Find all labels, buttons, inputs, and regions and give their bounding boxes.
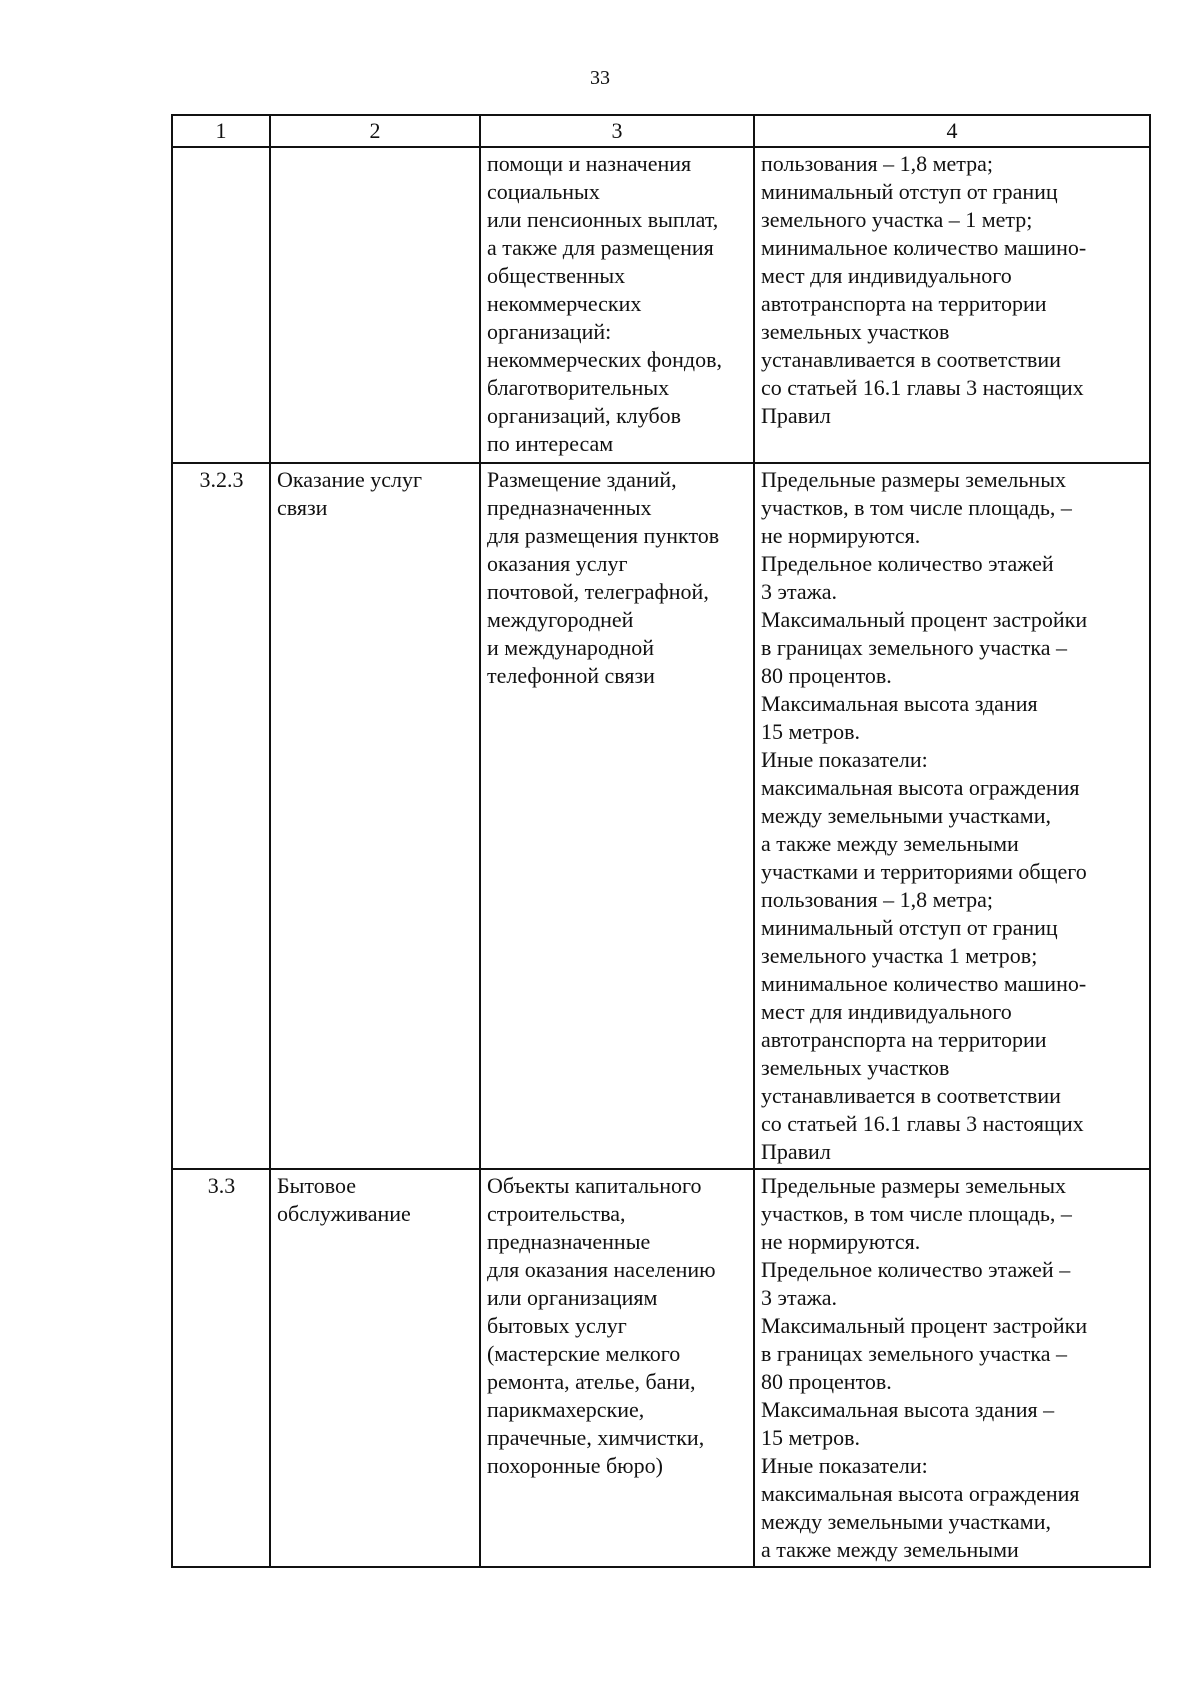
use-name-cell-line: связи <box>277 495 328 520</box>
description-cell-line: а также для размещения <box>487 235 714 260</box>
description-cell <box>480 463 754 1169</box>
parameters-cell-line: не нормируются. <box>761 1229 921 1254</box>
description-cell-line: парикмахерские, <box>487 1397 645 1422</box>
parameters-cell-line: автотранспорта на территории <box>761 291 1047 316</box>
parameters-cell-line: Предельное количество этажей <box>761 551 1054 576</box>
parameters-cell-line: участков, в том числе площадь, – <box>761 495 1072 520</box>
table-header-row <box>172 115 1150 147</box>
description-cell-line: организаций, клубов <box>487 403 682 428</box>
description-cell-line: общественных <box>487 263 626 288</box>
description-cell-line: предназначенных <box>487 495 652 520</box>
code-cell: 3.3 <box>172 1169 270 1567</box>
parameters-cell <box>754 463 1150 1169</box>
description-cell-line: благотворительных <box>487 375 670 400</box>
parameters-cell-line: Правил <box>761 1139 831 1164</box>
parameters-cell-line: Максимальный процент застройки <box>761 1313 1088 1338</box>
parameters-cell-line: в границах земельного участка – <box>761 635 1067 660</box>
use-name-cell-line: обслуживание <box>277 1201 411 1226</box>
description-cell-line: для размещения пунктов <box>487 523 720 548</box>
parameters-cell-line: пользования – 1,8 метра; <box>761 151 994 176</box>
parameters-cell-line: автотранспорта на территории <box>761 1027 1047 1052</box>
description-cell-line: Объекты капитального <box>487 1173 702 1198</box>
column-header-1: 1 <box>172 115 270 147</box>
parameters-cell-line: Максимальная высота здания <box>761 691 1038 716</box>
parameters-cell-line: а также между земельными <box>761 1537 1019 1562</box>
parameters-cell-line: между земельными участками, <box>761 803 1052 828</box>
description-cell-line: или пенсионных выплат, <box>487 207 719 232</box>
description-cell <box>480 1169 754 1567</box>
parameters-cell-line: Максимальный процент застройки <box>761 607 1088 632</box>
column-header-4: 4 <box>754 115 1150 147</box>
parameters-cell-line: Правил <box>761 403 831 428</box>
description-cell <box>480 147 754 463</box>
description-cell-line: предназначенные <box>487 1229 651 1254</box>
parameters-cell-line: а также между земельными <box>761 831 1019 856</box>
regulations-table <box>171 114 1151 1568</box>
parameters-cell-line: земельных участков <box>761 319 950 344</box>
page-number: 33 <box>590 67 610 89</box>
parameters-cell-line: 15 метров. <box>761 719 860 744</box>
parameters-cell-line: со статьей 16.1 главы 3 настоящих <box>761 375 1084 400</box>
description-cell-line: некоммерческих фондов, <box>487 347 722 372</box>
description-cell-line: (мастерские мелкого <box>487 1341 681 1366</box>
parameters-cell-line: участков, в том числе площадь, – <box>761 1201 1072 1226</box>
description-cell-line: прачечные, химчистки, <box>487 1425 705 1450</box>
parameters-cell-line: 80 процентов. <box>761 663 892 688</box>
parameters-cell-line: 3 этажа. <box>761 1285 838 1310</box>
parameters-cell-line: минимальный отступ от границ <box>761 179 1058 204</box>
use-name-cell-line: Бытовое <box>277 1173 357 1198</box>
parameters-cell-line: максимальная высота ограждения <box>761 1481 1080 1506</box>
description-cell-line: социальных <box>487 179 600 204</box>
column-header-2: 2 <box>270 115 480 147</box>
table-row <box>172 147 1150 463</box>
parameters-cell-line: максимальная высота ограждения <box>761 775 1080 800</box>
parameters-cell-line: пользования – 1,8 метра; <box>761 887 994 912</box>
parameters-cell-line: 3 этажа. <box>761 579 838 604</box>
parameters-cell-line: в границах земельного участка – <box>761 1341 1067 1366</box>
use-name-cell <box>270 463 480 1169</box>
parameters-cell-line: земельного участка 1 метров; <box>761 943 1038 968</box>
description-cell-line: и международной <box>487 635 654 660</box>
parameters-cell <box>754 147 1150 463</box>
parameters-cell-line: Максимальная высота здания – <box>761 1397 1055 1422</box>
description-cell-line: ремонта, ателье, бани, <box>487 1369 696 1394</box>
parameters-cell-line: мест для индивидуального <box>761 999 1012 1024</box>
parameters-cell-line: Иные показатели: <box>761 1453 928 1478</box>
description-cell-line: организаций: <box>487 319 612 344</box>
code-cell: 3.2.3 <box>172 463 270 1169</box>
parameters-cell-line: со статьей 16.1 главы 3 настоящих <box>761 1111 1084 1136</box>
description-cell-line: оказания услуг <box>487 551 628 576</box>
table-row <box>172 463 1150 1169</box>
use-name-cell-line: Оказание услуг <box>277 467 423 492</box>
use-name-cell <box>270 1169 480 1567</box>
parameters-cell-line: устанавливается в соответствии <box>761 347 1061 372</box>
description-cell-line: строительства, <box>487 1201 626 1226</box>
description-cell-line: по интересам <box>487 431 614 456</box>
parameters-cell-line: Предельные размеры земельных <box>761 467 1066 492</box>
parameters-cell-line: минимальное количество машино- <box>761 235 1087 260</box>
description-cell-line: междугородней <box>487 607 634 632</box>
parameters-cell-line: минимальный отступ от границ <box>761 915 1058 940</box>
parameters-cell-line: 15 метров. <box>761 1425 860 1450</box>
description-cell-line: почтовой, телеграфной, <box>487 579 709 604</box>
column-header-3: 3 <box>480 115 754 147</box>
description-cell-line: некоммерческих <box>487 291 642 316</box>
description-cell-line: помощи и назначения <box>487 151 692 176</box>
table-row <box>172 1169 1150 1567</box>
parameters-cell-line: 80 процентов. <box>761 1369 892 1394</box>
description-cell-line: Размещение зданий, <box>487 467 677 492</box>
parameters-cell-line: участками и территориями общего <box>761 859 1087 884</box>
parameters-cell-line: устанавливается в соответствии <box>761 1083 1061 1108</box>
description-cell-line: или организациям <box>487 1285 658 1310</box>
parameters-cell-line: мест для индивидуального <box>761 263 1012 288</box>
parameters-cell-line: земельного участка – 1 метр; <box>761 207 1033 232</box>
description-cell-line: для оказания населению <box>487 1257 716 1282</box>
parameters-cell-line: Предельные размеры земельных <box>761 1173 1066 1198</box>
code-cell <box>172 147 270 463</box>
parameters-cell-line: минимальное количество машино- <box>761 971 1087 996</box>
parameters-cell-line: не нормируются. <box>761 523 921 548</box>
parameters-cell-line: между земельными участками, <box>761 1509 1052 1534</box>
description-cell-line: похоронные бюро) <box>487 1453 663 1478</box>
description-cell-line: бытовых услуг <box>487 1313 627 1338</box>
parameters-cell-line: земельных участков <box>761 1055 950 1080</box>
description-cell-line: телефонной связи <box>487 663 655 688</box>
parameters-cell-line: Иные показатели: <box>761 747 928 772</box>
parameters-cell-line: Предельное количество этажей – <box>761 1257 1071 1282</box>
parameters-cell <box>754 1169 1150 1567</box>
use-name-cell <box>270 147 480 463</box>
